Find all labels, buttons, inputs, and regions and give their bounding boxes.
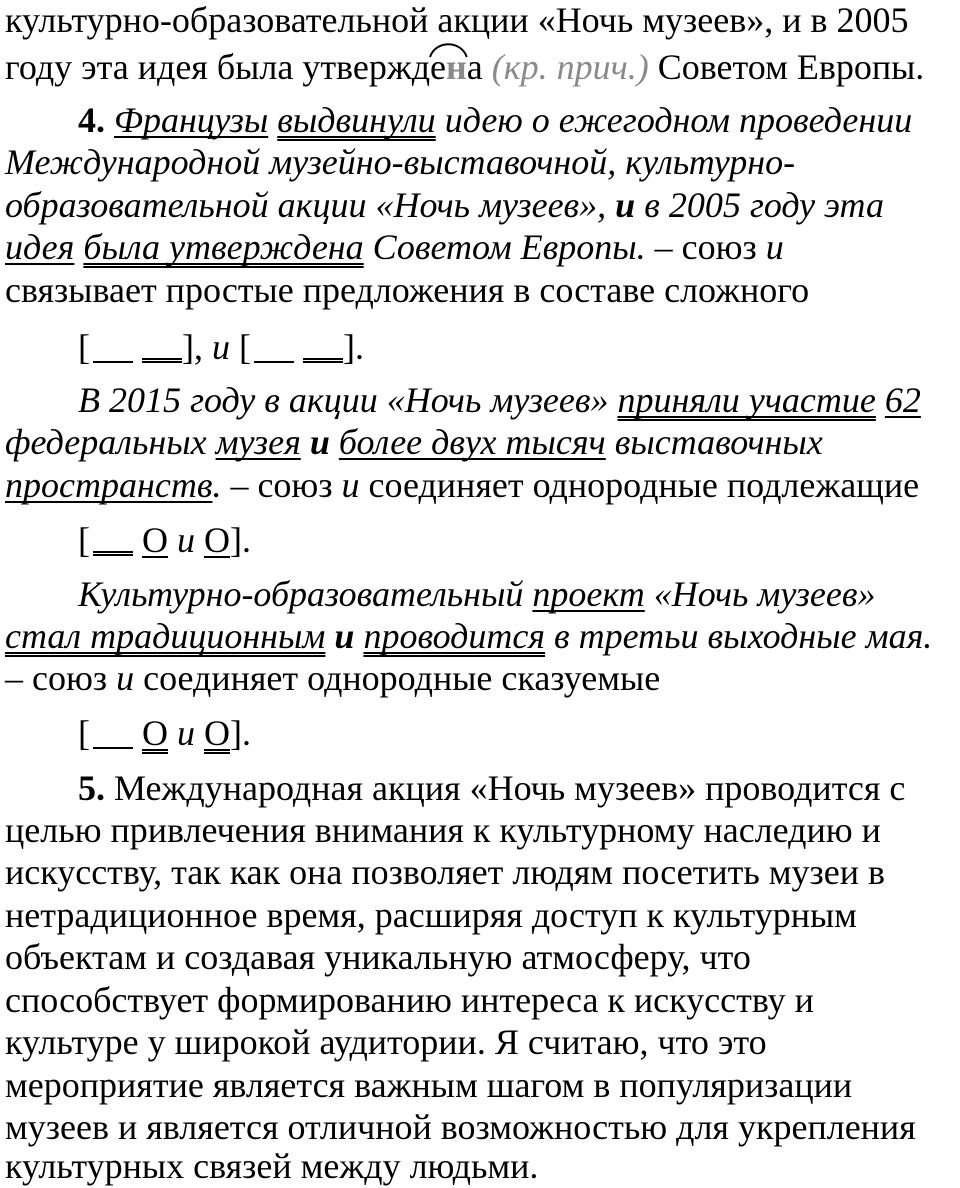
task-5-number: 5. xyxy=(78,768,105,808)
intro-line-2-end: Советом Европы. xyxy=(657,47,925,87)
predicate-underlined: выдвинули xyxy=(277,100,436,140)
task-4-line-5 xyxy=(5,270,809,310)
task-4-line-3 xyxy=(5,185,884,225)
explanation-text: соединяет однородные подлежащие xyxy=(368,465,920,505)
sentence-text: Советом Европы. xyxy=(372,227,646,267)
explanation-text: связывает простые предложения в составе сложного xyxy=(5,270,810,310)
paragraph-text: нетрадиционное время, расширяя доступ к культурным xyxy=(5,895,857,935)
task-5-line-8 xyxy=(5,1065,852,1105)
subject-underlined: Французы xyxy=(114,100,269,140)
paragraph-text: музеев и является отличной возможностью для укрепления xyxy=(5,1107,916,1147)
scheme-bracket: [ xyxy=(239,327,251,367)
word-ending: а xyxy=(466,47,483,87)
sentence-text: В 2015 году в акции «Ночь музеев» xyxy=(78,380,609,420)
predicate-underlined: была утверждена xyxy=(83,227,364,267)
task-5-line-1 xyxy=(78,768,905,808)
sentence-text: «Ночь музеев» xyxy=(653,574,876,614)
task-4-line-2 xyxy=(5,142,795,182)
task-4-line-1 xyxy=(78,100,912,140)
scheme-member-subject: О xyxy=(142,520,168,560)
task-5-line-10 xyxy=(5,1146,538,1186)
scheme-subject-mark xyxy=(93,360,133,363)
sentence-text: Международной музейно-выставочной, культурно- xyxy=(5,142,796,182)
intro-line-2 xyxy=(5,47,924,87)
scheme-bracket: ]. xyxy=(230,520,251,560)
intro-line-1-text: культурно-образовательной акции «Ночь музеев», и в 2005 xyxy=(5,0,909,40)
task-4-number: 4. xyxy=(78,100,105,140)
predicate-underlined: приняли участие xyxy=(617,380,876,420)
predicate-underlined: стал традиционным xyxy=(5,616,326,656)
paragraph-text: способствует формированию интереса к искусству и xyxy=(5,980,814,1020)
scheme-member-predicate: О xyxy=(204,713,230,753)
scheme-bracket: ]. xyxy=(230,713,251,753)
explanation-text: – союз xyxy=(654,227,757,267)
paragraph-text: мероприятие является важным шагом в популяризации xyxy=(5,1065,853,1105)
sentence-text: идею о ежегодном проведении xyxy=(444,100,913,140)
conjunction: и xyxy=(334,616,355,656)
paragraph-text: искусству, так как она позволяет людям посетить музеи в xyxy=(5,852,886,892)
scheme-predicate-mark xyxy=(303,357,343,363)
suffix-letter-e: е xyxy=(430,47,446,87)
example-2-line-2 xyxy=(5,422,823,462)
task-5-line-2 xyxy=(5,810,881,850)
intro-line-2-start: году эта идея была утвержд xyxy=(5,47,431,87)
explanation-conjunction: и xyxy=(341,465,360,505)
task-5-line-9 xyxy=(5,1107,916,1147)
task-5-line-6 xyxy=(5,980,814,1020)
task-5-line-7 xyxy=(5,1022,767,1062)
task-5-line-3 xyxy=(5,852,885,892)
sentence-text: в 2005 году эта xyxy=(644,185,884,225)
sentence-text: федеральных xyxy=(5,422,207,462)
intro-line-1 xyxy=(5,0,909,40)
scheme-2 xyxy=(78,520,251,560)
scheme-bracket: [ xyxy=(78,520,90,560)
scheme-bracket: [ xyxy=(78,327,90,367)
explanation-text: – союз xyxy=(230,465,333,505)
scheme-bracket: ], xyxy=(182,327,203,367)
example-3-line-3 xyxy=(5,658,660,698)
paragraph-text: культурных связей между людьми. xyxy=(5,1146,539,1186)
scheme-conjunction: и xyxy=(177,520,195,560)
scheme-subject-mark xyxy=(254,360,294,363)
subject-underlined: музея xyxy=(215,422,301,462)
subject-underlined: более двух тысяч xyxy=(338,422,606,462)
suffix-letter-n: н xyxy=(446,47,467,87)
sentence-text: образовательной акции «Ночь музеев», xyxy=(5,185,607,225)
task-5-line-4 xyxy=(5,895,857,935)
example-2-line-1 xyxy=(78,380,921,420)
sentence-period: . xyxy=(212,465,222,505)
explanation-conjunction: и xyxy=(765,227,784,267)
task-4-line-4 xyxy=(5,227,784,267)
paragraph-text: объектам и создавая уникальную атмосферу, что xyxy=(5,937,751,977)
sentence-text: в третьи выходные мая. xyxy=(554,616,933,656)
scheme-member-predicate: О xyxy=(142,713,168,753)
conjunction: и xyxy=(615,185,636,225)
part-of-speech-note: (кр. прич.) xyxy=(491,47,649,87)
explanation-text: соединяет однородные сказуемые xyxy=(143,658,661,698)
paragraph-text: целью привлечения внимания к культурному наследию и xyxy=(5,810,881,850)
scheme-predicate-mark xyxy=(142,357,182,363)
scheme-conjunction: и xyxy=(212,327,230,367)
sentence-text: Культурно-образовательный xyxy=(78,574,524,614)
conjunction: и xyxy=(309,422,330,462)
explanation-conjunction: и xyxy=(116,658,135,698)
subject-underlined: 62 xyxy=(884,380,921,420)
scheme-member-subject: О xyxy=(204,520,230,560)
scheme-1 xyxy=(78,327,364,367)
scheme-predicate-mark xyxy=(93,550,133,556)
scheme-subject-mark xyxy=(93,746,133,749)
scheme-conjunction: и xyxy=(177,713,195,753)
scheme-bracket: ]. xyxy=(343,327,364,367)
subject-underlined: пространств xyxy=(5,465,213,505)
example-2-line-3 xyxy=(5,465,919,505)
example-3-line-2 xyxy=(5,616,932,656)
suffix-arc-icon xyxy=(429,40,468,58)
scheme-bracket: [ xyxy=(78,713,90,753)
paragraph-text: культуре у широкой аудитории. Я считаю, что это xyxy=(5,1022,767,1062)
example-3-line-1 xyxy=(78,574,876,614)
explanation-text: – союз xyxy=(5,658,108,698)
scheme-3 xyxy=(78,713,251,753)
task-5-line-5 xyxy=(5,937,751,977)
predicate-underlined: проводится xyxy=(363,616,546,656)
paragraph-text: Международная акция «Ночь музеев» проводится с xyxy=(114,768,906,808)
subject-underlined: проект xyxy=(532,574,645,614)
sentence-text: выставочных xyxy=(614,422,823,462)
suffix-marker xyxy=(430,47,467,87)
subject-underlined: идея xyxy=(5,227,75,267)
